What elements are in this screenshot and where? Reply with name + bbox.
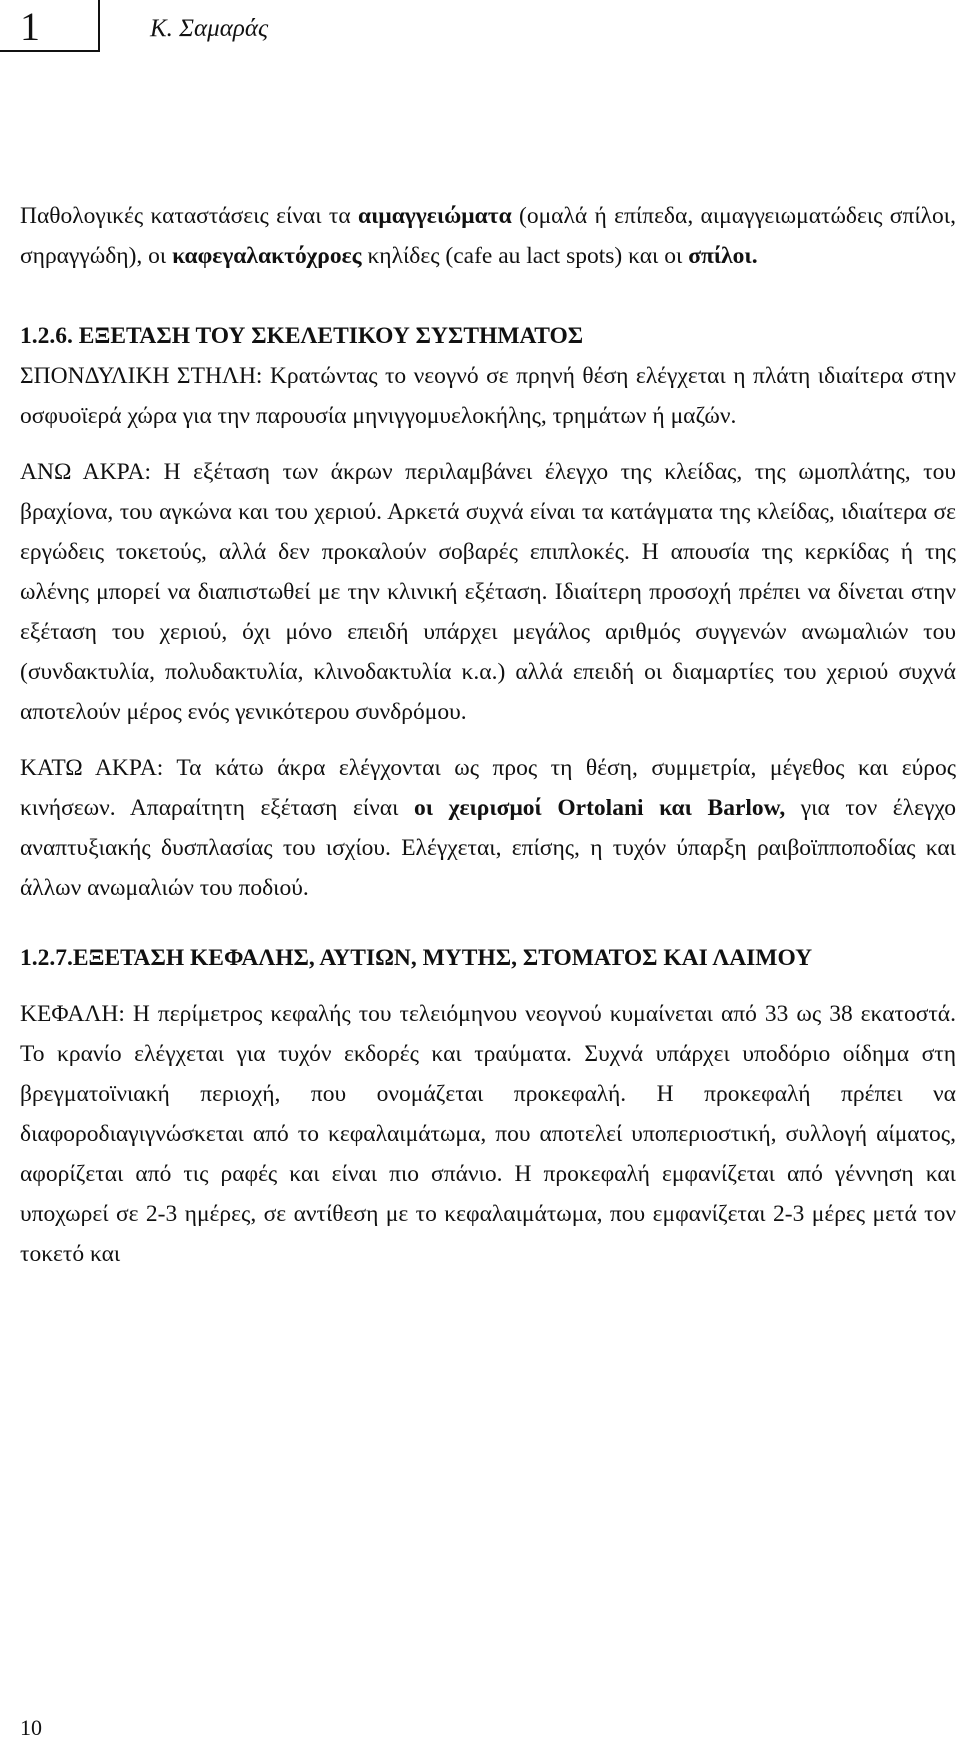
- paragraph-skin-conditions: [20, 196, 956, 276]
- page-number: 10: [20, 1715, 42, 1740]
- paragraph-upper-limbs: ΑΝΩ ΑΚΡΑ: Η εξέταση των άκρων περιλαμβάνει έλεγχο της κλείδας, της ωμοπλάτης, του βραχίονα, του αγκώνα και του χεριού. Αρκετά συχνά είναι τα κατάγματα της κλείδας, ιδιαίτερα σε εργώδεις τοκετούς, αλλά δεν προκαλούν σοβαρές επιπλοκές. Η απουσία της κερκίδας ή της ωλένης μπορεί να διαπιστωθεί με την κλινική εξέταση. Ιδιαίτερη προσοχή πρέπει να δίνεται στην εξέταση του χεριού, όχι μόνο επειδή υπάρχει μεγάλος αριθμός συγγενών ανωμαλιών του (συνδακτυλία, πολυδακτυλία, κλινοδακτυλία κ.α.) αλλά επειδή οι διαμαρτίες του χεριού συχνά αποτελούν μέρος ενός γενικότερου συνδρόμου.: [20, 459, 956, 725]
- bold-term-cafe-au-lait: καφεγαλακτόχροες: [172, 243, 362, 269]
- page-body: [20, 196, 956, 1274]
- text-run: Παθολογικές καταστάσεις είναι τα: [20, 203, 358, 229]
- text-run: για τον έλεγχο αναπτυξιακής δυσπλασίας του ισχίου. Ελέγχεται, επίσης, η τυχόν ύπαρξη ραιβοϊπποποδίας και άλλων ανωμαλιών του ποδιού.: [20, 795, 956, 901]
- section-heading-skeletal: 1.2.6. ΕΞΕΤΑΣΗ ΤΟΥ ΣΚΕΛΕΤΙΚΟΥ ΣΥΣΤΗΜΑΤΟΣ: [20, 323, 584, 349]
- bold-term-hemangiomas: αιμαγγειώματα: [357, 203, 512, 229]
- chapter-box: [0, 0, 100, 52]
- spine-label: ΣΠΟΝΔΥΛΙΚΗ ΣΤΗΛΗ:: [20, 363, 263, 389]
- section-heading-head-ears-nose: 1.2.7.ΕΞΕΤΑΣΗ ΚΕΦΑΛΗΣ, ΑΥΤΙΩΝ, ΜΥΤΗΣ, ΣΤΟΜΑΤΟΣ ΚΑΙ ΛΑΙΜΟΥ: [20, 945, 813, 971]
- text-run: (ομαλά ή επίπεδα, αιμαγγειωματώδεις σπίλοι, σηραγγώδη), οι: [20, 203, 957, 269]
- text-run: κηλίδες (cafe au lact spots) και οι: [361, 243, 689, 269]
- running-head-author: Κ. Σαμαράς: [150, 15, 269, 42]
- chapter-number: 1: [20, 4, 40, 49]
- text-run: ΚΑΤΩ ΑΚΡΑ: Τα κάτω άκρα ελέγχονται ως προς τη θέση, συμμετρία, μέγεθος και εύρος κινήσεων. Απαραίτητη εξέταση είναι: [20, 755, 956, 821]
- text-run: Κρατώντας το νεογνό σε πρηνή θέση ελέγχεται η πλάτη ιδιαίτερα στην οσφυοϊερά χώρα για την παρουσία μηνιγγομυελοκήλης, τρημάτων ή μαζών.: [20, 363, 956, 429]
- page-header: [0, 0, 960, 56]
- paragraph-head: ΚΕΦΑΛΗ: Η περίμετρος κεφαλής του τελειόμηνου νεογνού κυμαίνεται από 33 ως 38 εκατοστά. Το κρανίο ελέγχεται για τυχόν εκδορές και τραύματα. Συχνά υπάρχει υποδόριο οίδημα στη βρεγματοϊνιακή περιοχή, που ονομάζεται προκεφαλή. Η προκεφαλή πρέπει να διαφοροδιαγιγνώσκεται από το κεφαλαιμάτωμα, που αποτελεί υποπεριοστική, συλλογή αίματος, αφορίζεται από τις ραφές και είναι πιο σπάνιο. Η προκεφαλή εμφανίζεται από γέννηση και υποχωρεί σε 2-3 ημέρες, σε αντίθεση με το κεφαλαιμάτωμα, που εμφανίζεται 2-3 μέρες μετά τον τοκετό και: [20, 1001, 956, 1267]
- bold-term-nevi: σπίλοι.: [688, 243, 758, 269]
- bold-term-ortolani-barlow: οι χειρισμοί Ortolani και Barlow,: [414, 795, 786, 821]
- paragraph-lower-limbs: [20, 748, 956, 908]
- paragraph-spine: [20, 356, 956, 436]
